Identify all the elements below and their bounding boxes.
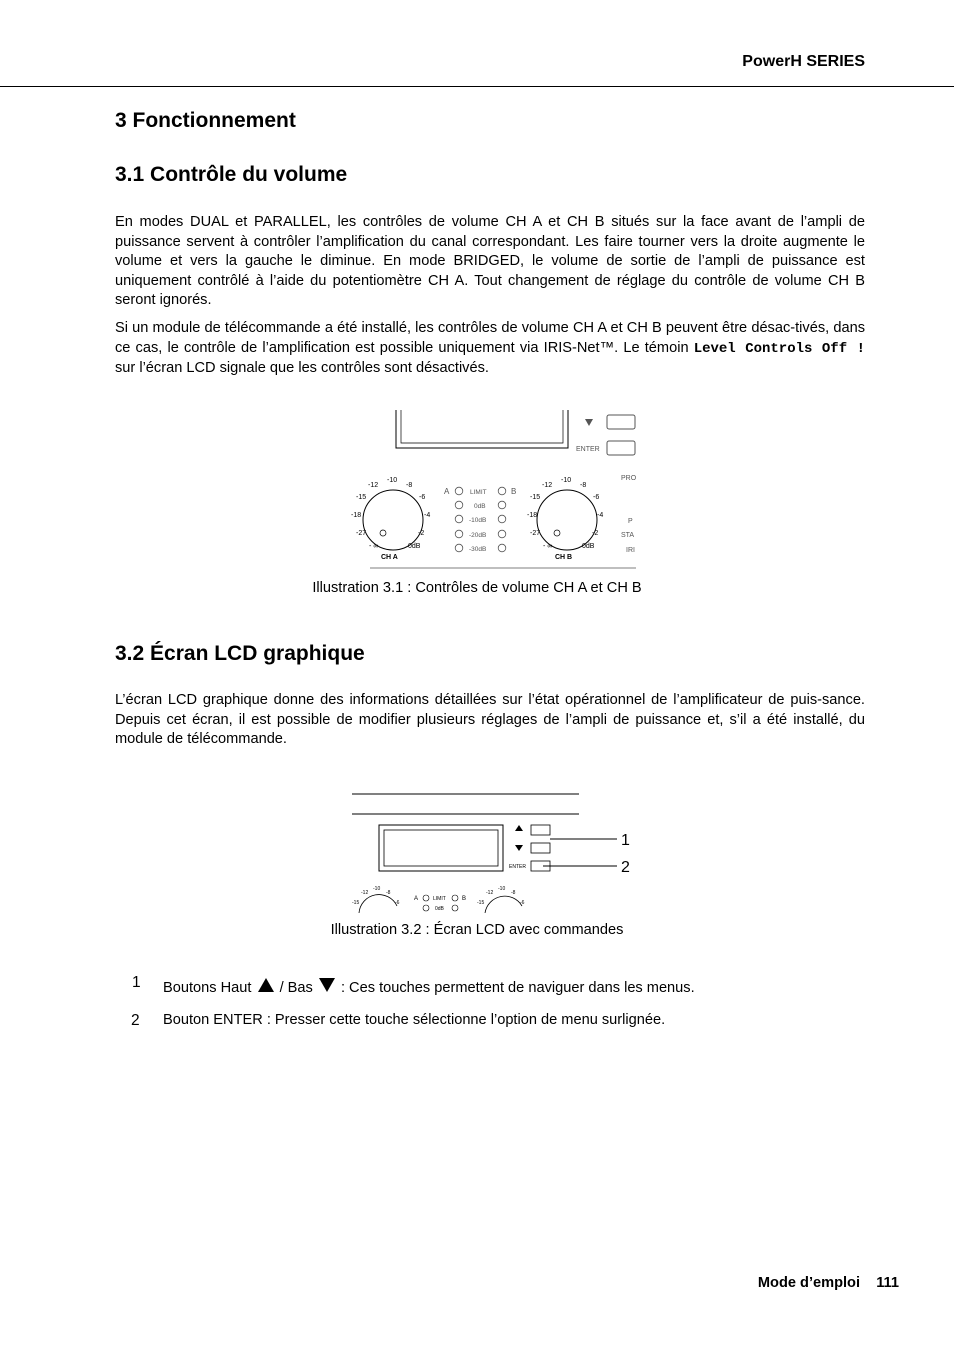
- knob-a-scale-m6: -6: [419, 494, 426, 501]
- meter-label-limit: LIMIT: [470, 489, 487, 496]
- list-item-2-number: 2: [131, 1012, 140, 1029]
- down-triangle-icon: [317, 977, 337, 993]
- lcd-screen: [379, 825, 503, 871]
- figure-volume-controls: [340, 408, 650, 573]
- list-item-2-text: Bouton ENTER : Presser cette touche sélectionne l’option de menu surlignée.: [163, 1012, 666, 1028]
- callout-1: 1: [621, 832, 630, 849]
- list-item-1-mid: / Bas: [279, 980, 313, 996]
- section-title-volume: 3.1 Contrôle du volume: [115, 163, 348, 186]
- knob-ch-a[interactable]: [363, 490, 426, 550]
- knob-b-label: CH B: [555, 554, 573, 561]
- up-triangle-icon: [256, 977, 276, 993]
- knob-a-scale-m4: -4: [424, 512, 431, 519]
- footer-label: Mode d’emploi: [757, 1275, 861, 1291]
- knob-ch-b[interactable]: [537, 490, 600, 550]
- down-arrow-icon: [585, 419, 593, 426]
- knob-ch-a-marker: [380, 530, 386, 536]
- knob-a-scale-m8: -8: [406, 482, 413, 489]
- knob-b-scale-m6: -6: [593, 494, 600, 501]
- lcd-indicator-code: Level Controls Off !: [693, 340, 865, 357]
- meter-label-0db: 0dB: [474, 503, 486, 510]
- knob-a-scale-m2: -2: [418, 530, 425, 537]
- knob-b-scale-m4: -4: [597, 512, 604, 519]
- meter-channel-b: B: [511, 487, 517, 496]
- knob-a-label: CH A: [381, 554, 398, 561]
- chapter-title: 3 Fonctionnement: [115, 109, 296, 132]
- mini-knob-a-m10: -10: [373, 886, 381, 892]
- knob-b-scale-m8: -8: [580, 482, 587, 489]
- footer: [758, 1275, 899, 1291]
- paragraph-volume-2: [115, 319, 865, 379]
- knob-a-scale-m27: -27: [356, 530, 367, 537]
- list-item-1-text: [163, 977, 695, 996]
- down-button[interactable]: [531, 843, 550, 853]
- knob-b-scale-0db: 0dB: [582, 543, 595, 550]
- up-button[interactable]: [531, 825, 550, 835]
- knob-b-scale-m10: -10: [561, 477, 572, 484]
- enter-button[interactable]: [607, 441, 635, 455]
- meter-channel-a: A: [444, 487, 450, 496]
- knob-ch-b-marker: [554, 530, 560, 536]
- mini-knob-b-m15: -15: [477, 900, 485, 906]
- enter-label: ENTER: [576, 446, 600, 453]
- knob-a-scale-m18: -18: [351, 512, 362, 519]
- mini-channel-a: A: [414, 896, 419, 902]
- enter-label: ENTER: [509, 864, 526, 870]
- knob-b-scale-m27: -27: [530, 530, 541, 537]
- meter-label-10db: -10dB: [469, 517, 487, 524]
- knob-b-scale-m18: -18: [527, 512, 538, 519]
- mini-knob-b-m10: -10: [498, 886, 506, 892]
- knob-a-scale-m12: -12: [368, 482, 379, 489]
- mini-knob-b: [485, 896, 522, 913]
- mini-channel-b: B: [462, 896, 467, 902]
- knob-b-scale-m2: -2: [592, 530, 599, 537]
- header-rule: [0, 86, 954, 87]
- callout-2: 2: [621, 859, 630, 876]
- knob-a-scale-m10: -10: [387, 477, 398, 484]
- mini-knob-a: [359, 895, 397, 913]
- side-label-pro: PRO: [621, 475, 637, 482]
- knob-a-scale-m15: -15: [356, 494, 367, 501]
- up-arrow-icon: [515, 825, 523, 831]
- mini-knob-a-m12: -12: [361, 890, 369, 896]
- mini-knob-a-m8: -8: [386, 890, 391, 896]
- down-button[interactable]: [607, 415, 635, 429]
- mini-knob-b-m12: -12: [486, 890, 494, 896]
- paragraph-lcd: L’écran LCD graphique donne des informations détaillées sur l’état opérationnel de l’amplificateur de puis-sance. Depuis cet écran, il est possible de modifier plusieurs réglages de l’ampli de puissance et, s’il a été installé, du module de télécommande.: [115, 692, 865, 747]
- paragraph-volume-2-before: Si un module de télécommande a été installé, les contrôles de volume CH A et CH B peuvent être désac-tivés, dans ce cas, le contrôle de l’amplification est possible uniquement via IRIS-Net™. Le témoin: [115, 320, 865, 356]
- figure-1-caption: Illustration 3.1 : Contrôles de volume CH A et CH B: [312, 580, 642, 596]
- mini-knob-a-m6: -6: [395, 900, 400, 906]
- header-brand: PowerH SERIES: [742, 53, 865, 70]
- knob-b-scale-m12: -12: [542, 482, 553, 489]
- mini-0db: 0dB: [435, 906, 444, 912]
- mini-knob-b-m8: -8: [511, 890, 516, 896]
- list-item-1-before: Boutons Haut: [163, 980, 252, 996]
- meter-label-30db: -30dB: [469, 546, 487, 553]
- figure-lcd-controls: [340, 788, 640, 913]
- paragraph-volume-1: En modes DUAL et PARALLEL, les contrôles de volume CH A et CH B situés sur la face avant de l’ampli de puissance servent à contrôler l’amplification du canal correspondant. Les faire tourner vers la droite augmente le volume et vers la gauche le diminue. En mode BRIDGED, le volume de sortie de l’ampli de puissance est uniquement contrôlé à l’aide du potentiomètre CH A. Tout changement de réglage du contrôle de volume CH B seront ignorés.: [115, 214, 865, 308]
- knob-b-scale-m15: -15: [530, 494, 541, 501]
- knob-b-scale-minf: - ∞: [543, 543, 553, 550]
- figure-2-caption: Illustration 3.2 : Écran LCD avec commandes: [330, 922, 624, 938]
- section-title-lcd: 3.2 Écran LCD graphique: [115, 642, 365, 665]
- side-label-sta: STA: [621, 532, 635, 539]
- mini-knob-a-m15: -15: [352, 900, 360, 906]
- mini-knob-b-m6: -6: [520, 900, 525, 906]
- paragraph-volume-2-after: sur l’écran LCD signale que les contrôles sont désactivés.: [115, 360, 489, 376]
- side-label-p: P: [628, 518, 633, 525]
- knob-a-scale-0db: 0dB: [408, 543, 421, 550]
- side-label-iri: IRI: [626, 547, 635, 554]
- meter-label-20db: -20dB: [469, 532, 487, 539]
- list-item-1-number: 1: [132, 974, 141, 991]
- down-arrow-icon: [515, 845, 523, 851]
- figure-lcd-controls-drawing: [340, 788, 640, 913]
- mini-limit: LIMIT: [433, 896, 446, 902]
- list-item-1-after: : Ces touches permettent de naviguer dans les menus.: [340, 980, 695, 996]
- knob-a-scale-minf: - ∞: [369, 543, 379, 550]
- figure-volume-controls-drawing: [340, 408, 650, 573]
- page-number: 111: [876, 1275, 899, 1291]
